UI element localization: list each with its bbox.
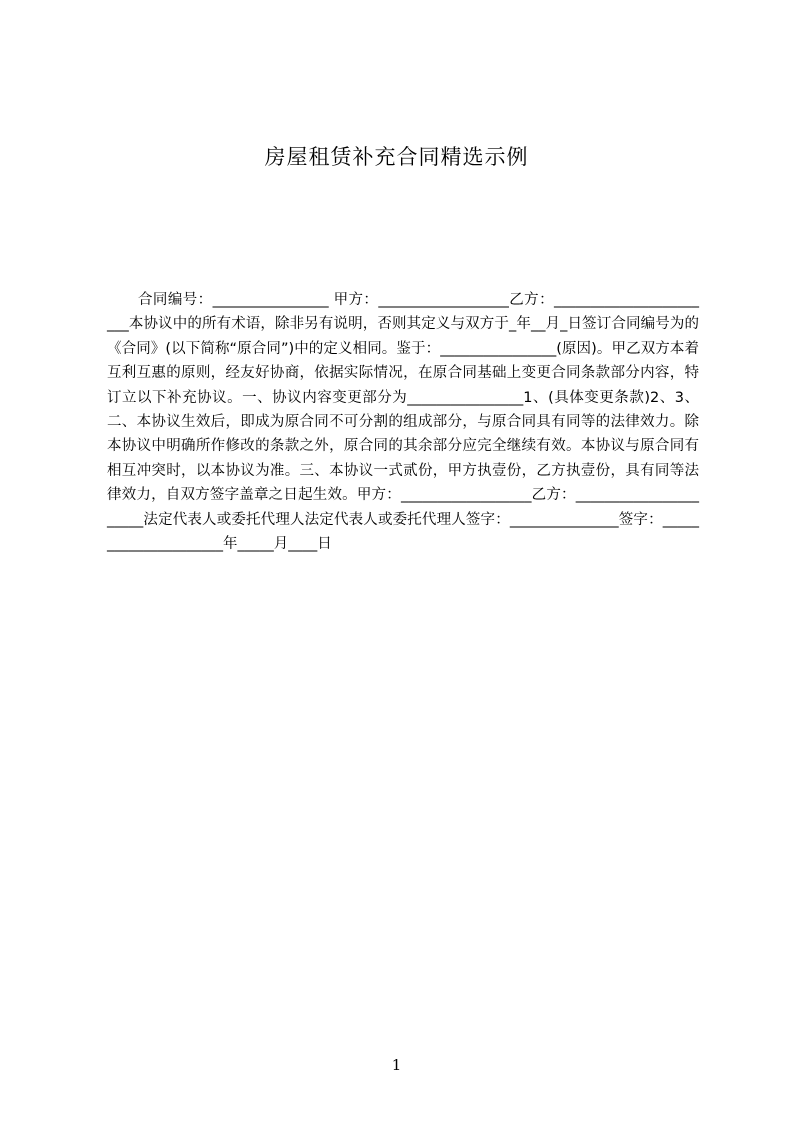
page-number: 1 [391, 1056, 402, 1074]
contract-body-paragraph: 合同编号：________________ 甲方：__________________乙方：_______________________本协议中的所有术语，除非另有说明，否则其定义与双方于_年__月_日签订合同编号为的《合同》(以下简称“原合同”)中的定义相同。鉴于：________________(原因)。甲乙双方本着互利互惠的原则，经友好协商，依据实际情况，在原合同基础上变更合同条款部分内容，特订立以下补充协议。一、协议内容变更部分为________________1、(具体变更条款)2、3、二、本协议生效后，即成为原合同不可分割的组成部分，与原合同具有同等的法律效力。除本协议中明确所作修改的条款之外，原合同的其余部分应完全继续有效。本协议与原合同有相互冲突时，以本协议为准。三、本协议一式贰份，甲方执壹份，乙方执壹份，具有同等法律效力，自双方签字盖章之日起生效。甲方：__________________乙方：______________________法定代表人或委托代理人法定代表人或委托代理人签字：_______________签字：_____________________年_____月____日 [107, 292, 699, 553]
document-title: 房屋租赁补充合同精选示例 [264, 145, 529, 169]
